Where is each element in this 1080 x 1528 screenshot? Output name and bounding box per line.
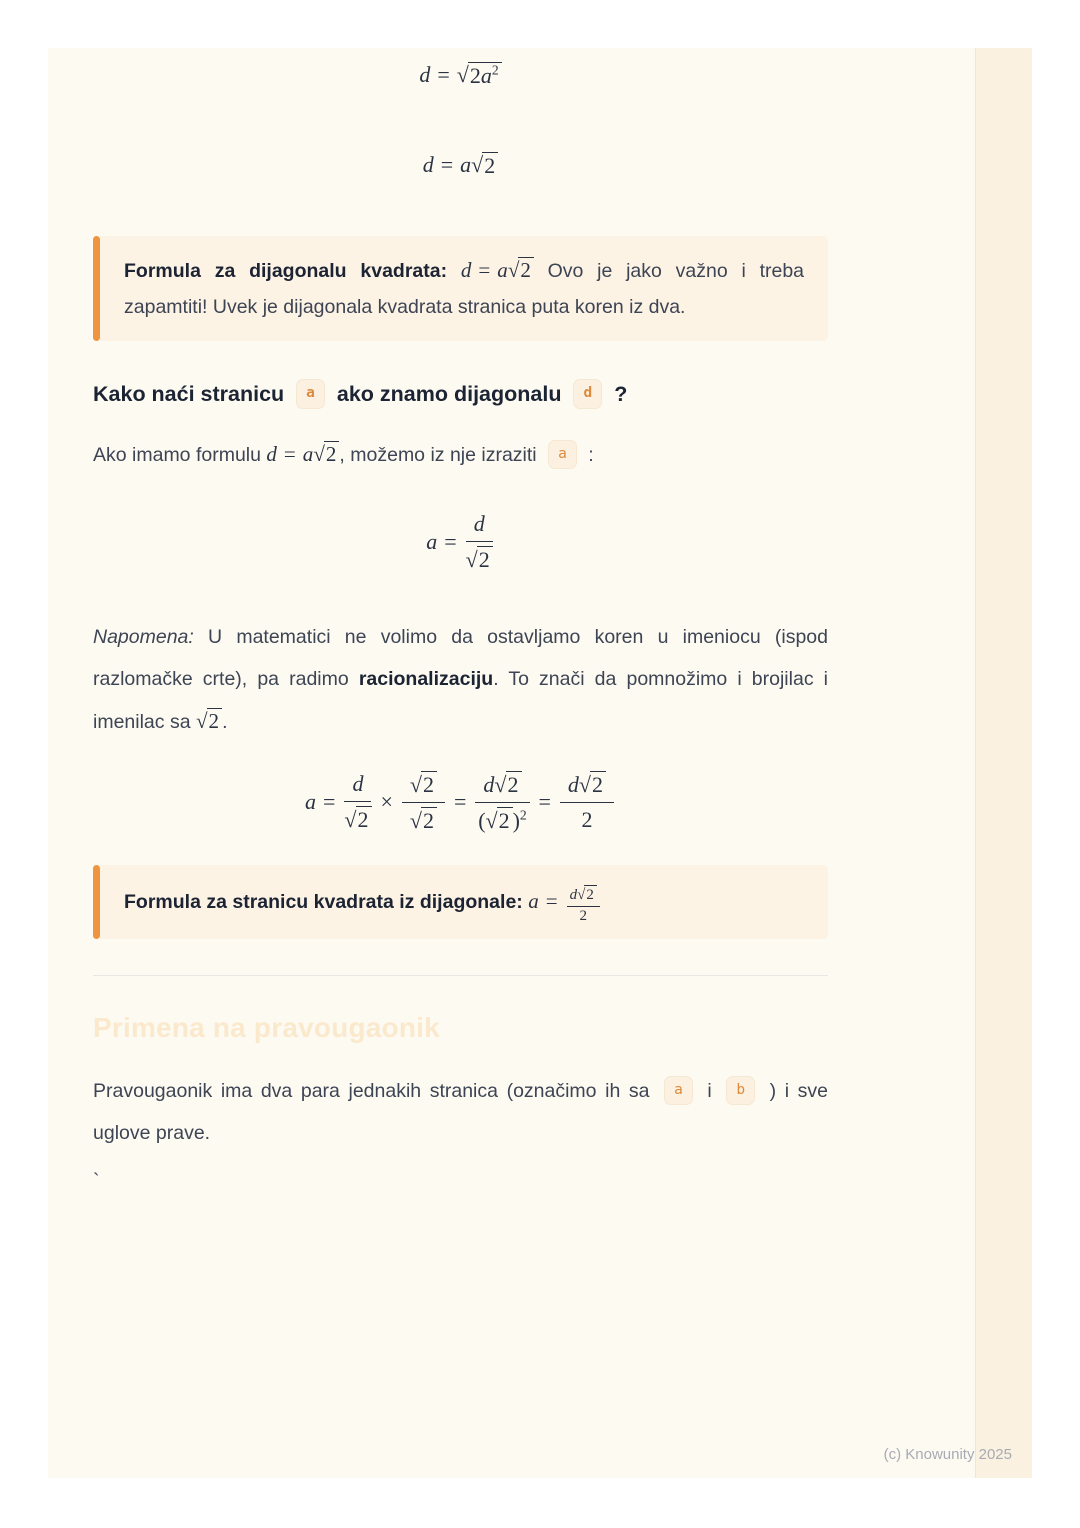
formula-diagonal-root-2a-squared xyxy=(93,58,828,92)
code-chip-a: a xyxy=(296,379,325,409)
bold-racionalizaciju: racionalizaciju xyxy=(358,668,494,690)
callout-label: Formula za dijagonalu kvadrata: xyxy=(124,260,448,282)
formula-diagonal-a-root-2 xyxy=(93,148,828,182)
fraction: $\frac{d}{√2}$ xyxy=(466,511,493,573)
callout-accent-bar xyxy=(93,236,100,341)
var-a: a xyxy=(460,152,472,177)
section-divider xyxy=(93,975,828,976)
callout-label: Formula za stranicu kvadrata iz dijagonale: xyxy=(124,891,523,913)
code-chip-b: b xyxy=(726,1076,755,1106)
callout-accent-bar xyxy=(93,865,100,939)
callout-body xyxy=(100,865,828,939)
small-fraction: $\frac{d√2}{2}$ xyxy=(567,885,600,925)
inline-root-2: √2 xyxy=(196,709,222,733)
callout-side-formula xyxy=(93,865,828,939)
callout-body xyxy=(100,236,828,341)
equals-sign: = xyxy=(454,789,467,814)
formula-rationalization-chain xyxy=(93,769,828,835)
page-edge-strip xyxy=(975,48,1032,1478)
napomena-label: Napomena: xyxy=(93,626,194,648)
inline-formula-a-equals-droot2-over-2: a = $\frac{d√2}{2}$ xyxy=(528,889,602,913)
inline-formula-d-equals-a-root-2: d = a√2 xyxy=(461,258,548,282)
var-d: d xyxy=(422,152,434,177)
equals-sign: = xyxy=(437,62,450,87)
equals-sign: = xyxy=(440,152,454,177)
document-page xyxy=(48,48,1032,1478)
section-heading-rectangle: Primena na pravougaonik xyxy=(93,1011,440,1043)
formula-a-equals-d-over-root-2 xyxy=(93,510,828,574)
radicand: 2 xyxy=(482,152,498,178)
callout-text: Ovo je jako važno i treba zapamtiti! Uvek je dijagonala kvadrata stranica puta koren iz dva. xyxy=(124,260,805,318)
fraction-droot2-over-root2-squared: $\frac{d√2}{(√2 )^2}$ xyxy=(475,771,529,834)
var-d: d xyxy=(419,62,431,87)
fraction-root2-over-root2: $\frac{√2}{√2}$ xyxy=(402,771,445,834)
radical-sign: √ xyxy=(471,152,484,177)
stray-backtick: ` xyxy=(93,1169,100,1192)
callout-diagonal-formula xyxy=(93,236,828,341)
times-sign: × xyxy=(380,789,393,814)
var-a: a xyxy=(305,789,316,814)
copyright-footer: (c) Knowunity 2025 xyxy=(883,1446,1012,1463)
var-a: a xyxy=(426,529,438,554)
equals-sign: = xyxy=(538,789,551,814)
inline-formula-d-equals-a-root-2: d = a√2 xyxy=(266,442,339,466)
radicand: $2a^2$ xyxy=(468,62,502,88)
code-chip-a: a xyxy=(664,1076,693,1106)
paragraph-napomena: Napomena: U matematici ne volimo da ostavljamo koren u imeniocu (ispod razlomačke crte), pa radimo racionalizaciju. To znači da pomnožimo i brojilac i imenilac sa √2 . xyxy=(93,626,828,733)
code-chip-a: a xyxy=(548,440,577,470)
equals-sign: = xyxy=(444,529,457,554)
code-chip-d: d xyxy=(573,379,602,409)
equals-sign: = xyxy=(323,789,336,814)
radical-sign: √ xyxy=(456,62,469,87)
paragraph-derive-a: Ako imamo formulu d = a√2 , možemo iz nje izraziti a : xyxy=(93,433,828,476)
section-heading-find-side: Kako naći stranicu a ako znamo dijagonalu d ? xyxy=(93,375,828,413)
fraction-droot2-over-2: $\frac{d√2}{2}$ xyxy=(560,771,614,833)
page-content xyxy=(93,48,828,1193)
fraction-d-over-root2: $\frac{d}{√2}$ xyxy=(344,771,371,833)
paragraph-rectangle: Pravougaonik ima dva para jednakih stranica (označimo ih sa a i b ) i sve uglove prave. xyxy=(93,1070,828,1154)
